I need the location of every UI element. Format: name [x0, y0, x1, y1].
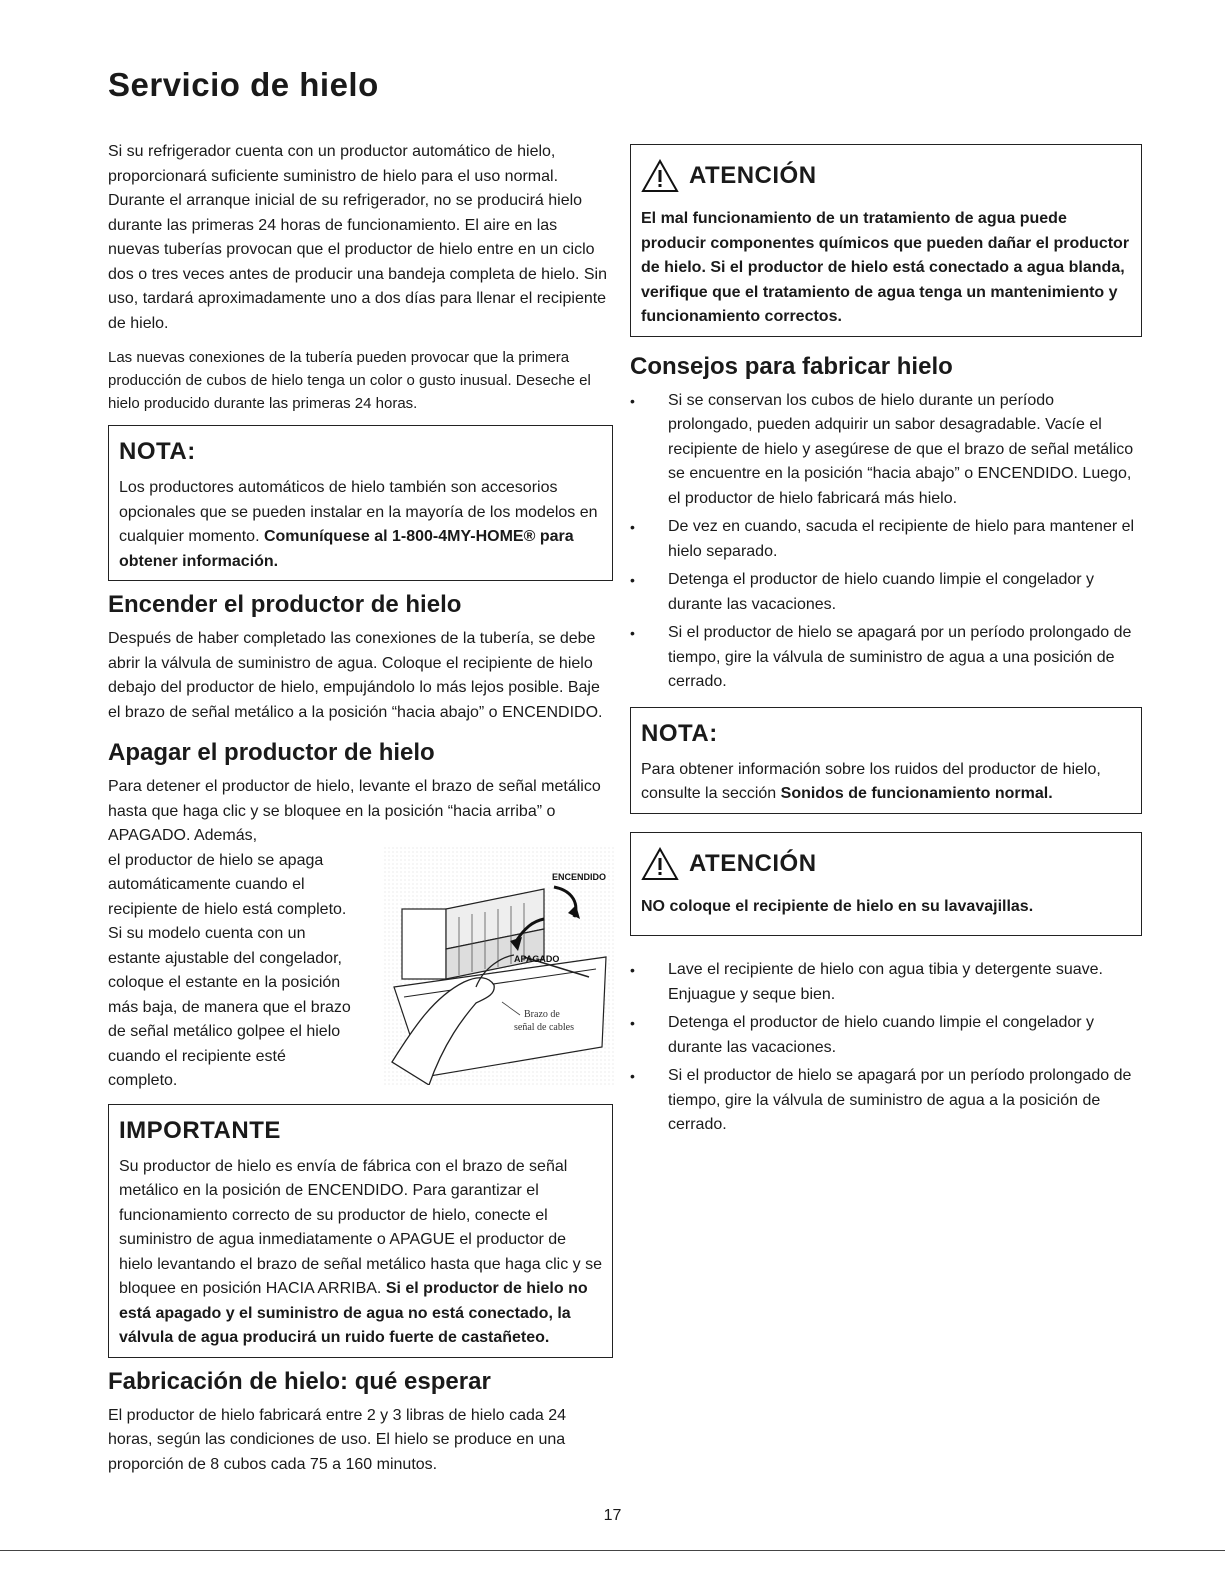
- importante-box: [108, 1104, 613, 1358]
- bottom-divider: [0, 1550, 1225, 1551]
- right-column: [630, 144, 1142, 1150]
- atencion-box-1: [630, 144, 1142, 337]
- figure-label-on: ENCENDIDO: [552, 871, 607, 882]
- encender-heading: Encender el productor de hielo: [108, 591, 462, 618]
- apagar-text-1: Para detener el productor de hielo, levante el brazo de señal metálico hasta que haga clic y se bloquee en la posición “hacia arriba” o APAGADO. Además,: [108, 778, 601, 844]
- figure-label-arm-2: señal de cables: [514, 1021, 574, 1033]
- nota-text: Los productores automáticos de hielo también son accesorios opcionales que se pueden instalar en la mayoría de los modelos en cualquier momento. Comuníquese al 1-800-4MY-HOME® para obtener información.: [119, 479, 598, 570]
- apagar-text-2: el productor de hielo se apaga automáticamente cuando el recipiente de hielo está completo. Si su modelo cuenta con un estante ajustable del congelador, coloque el estante en la posición más baja, de manera que el brazo de señal metálico golpee el hielo cuando el recipiente esté completo.: [108, 851, 351, 1089]
- fabricacion-heading: Fabricación de hielo: qué esperar: [108, 1367, 491, 1395]
- importante-title: IMPORTANTE: [119, 1116, 281, 1144]
- apagar-heading: Apagar el productor de hielo: [108, 739, 435, 766]
- nota-2-bold-text: Sonidos de funcionamiento normal.: [780, 785, 1053, 802]
- atencion-1-title: ATENCIÓN: [689, 162, 817, 189]
- list-item: • Detenga el productor de hielo cuando limpie el congelador y durante las vacaciones.: [630, 1011, 1142, 1060]
- atencion-1-text: El mal funcionamiento de un tratamiento de agua puede producir componentes químicos que pueden dañar el productor de hielo. Si el productor de hielo está conectado a agua blanda, verifique que el tratamiento de agua tenga un mantenimiento y funcionamiento correctos.: [641, 210, 1130, 325]
- atencion-box-2: [630, 832, 1142, 937]
- nota-box: [108, 425, 613, 581]
- consejos-list: [630, 389, 1142, 695]
- page-title: Servicio de hielo: [108, 66, 379, 103]
- atencion-2-title: ATENCIÓN: [689, 849, 817, 877]
- encender-text: Después de haber completado las conexiones de la tubería, se debe abrir la válvula de suministro de agua. Coloque el recipiente de hielo debajo del productor de hielo, empujándolo lo más lejos posible. Baje el brazo de señal metálico a la posición “hacia abajo” o ENCENDIDO.: [108, 630, 603, 721]
- consejos-heading: Consejos para fabricar hielo: [630, 352, 953, 380]
- intro-paragraph-1: Si su refrigerador cuenta con un productor automático de hielo, proporcionará suficiente suministro de hielo para el uso normal. Durante el arranque inicial de su refrigerador, no se producirá hielo durante las primeras 24 horas de funcionamiento. El aire en las nuevas tuberías provocan que el productor de hielo entre en un ciclo dos o tres veces antes de producir una bandeja completa de hielo. Sin uso, tardará aproximadamente uno a dos días para llenar el recipiente de hielo.: [108, 143, 607, 332]
- list-item: • De vez en cuando, sacuda el recipiente de hielo para mantener el hielo separado.: [630, 515, 1142, 564]
- warning-triangle-icon: [641, 159, 679, 193]
- intro-paragraph-2: Las nuevas conexiones de la tubería pueden provocar que la primera producción de cubos de hielo tenga un color o gusto inusual. Deseche el hielo producido durante las primeras 24 horas.: [108, 349, 591, 412]
- apagar-figure-section: [108, 849, 613, 1094]
- page-number: 17: [603, 1507, 622, 1524]
- importante-text: Su productor de hielo es envía de fábrica con el brazo de señal metálico en la posición de ENCENDIDO. Para garantizar el funcionamiento correcto de su productor de hielo, conecte el suministro de agua inmediatamente o APAGUE el productor de hielo levantando el brazo de señal metálico hasta que haga clic y se bloquee en posición HACIA ARRIBA. Si el productor de hielo no está apagado y el suministro de agua no está conectado, la válvula de agua producirá un ruido fuerte de castañeteo.: [119, 1157, 602, 1346]
- atencion-2-text: NO coloque el recipiente de hielo en su lavavajillas.: [641, 897, 1034, 915]
- list-item: • Si se conservan los cubos de hielo durante un período prolongado, pueden adquirir un sabor desagradable. Vacíe el recipiente de hielo y asegúrese de que el brazo de señal metálico se encuentre en la posición “hacia abajo” o ENCENDIDO. Luego, el productor de hielo fabricará más hielo.: [630, 389, 1142, 512]
- nota-2-title: NOTA:: [641, 719, 718, 747]
- list-item: • Si el productor de hielo se apagará por un período prolongado de tiempo, gire la válvula de suministro de agua a la posición de cerrado.: [630, 1064, 1142, 1138]
- warning-triangle-icon: [641, 847, 679, 881]
- list-item: • Si el productor de hielo se apagará por un período prolongado de tiempo, gire la válvula de suministro de agua a una posición de cerrado.: [630, 621, 1142, 695]
- fabricacion-text: El productor de hielo fabricará entre 2 y 3 libras de hielo cada 24 horas, según las condiciones de uso. El hielo se produce en una proporción de 8 cubos cada 75 a 160 minutos.: [108, 1406, 567, 1473]
- list-item: • Detenga el productor de hielo cuando limpie el congelador y durante las vacaciones.: [630, 568, 1142, 617]
- nota-bold-text: Comuníquese al 1-800-4MY-HOME® para obtener información.: [119, 528, 574, 570]
- nota-box-2: [630, 707, 1142, 814]
- nota-2-text: Para obtener información sobre los ruidos del productor de hielo, consulte la sección Sonidos de funcionamiento normal.: [641, 760, 1101, 802]
- nota-title: NOTA:: [119, 438, 196, 465]
- care-list: [630, 958, 1142, 1138]
- figure-label-off: APAGADO: [514, 953, 560, 964]
- list-item: • Lave el recipiente de hielo con agua tibia y detergente suave. Enjuague y seque bien.: [630, 958, 1142, 1007]
- importante-bold-text: Si el productor de hielo no está apagado y el suministro de agua no está conectado, la válvula de agua producirá un ruido fuerte de castañeteo.: [119, 1280, 588, 1346]
- ice-maker-illustration: [384, 847, 614, 1085]
- figure-label-arm-1: Brazo de: [524, 1008, 560, 1020]
- left-column: [108, 140, 613, 1487]
